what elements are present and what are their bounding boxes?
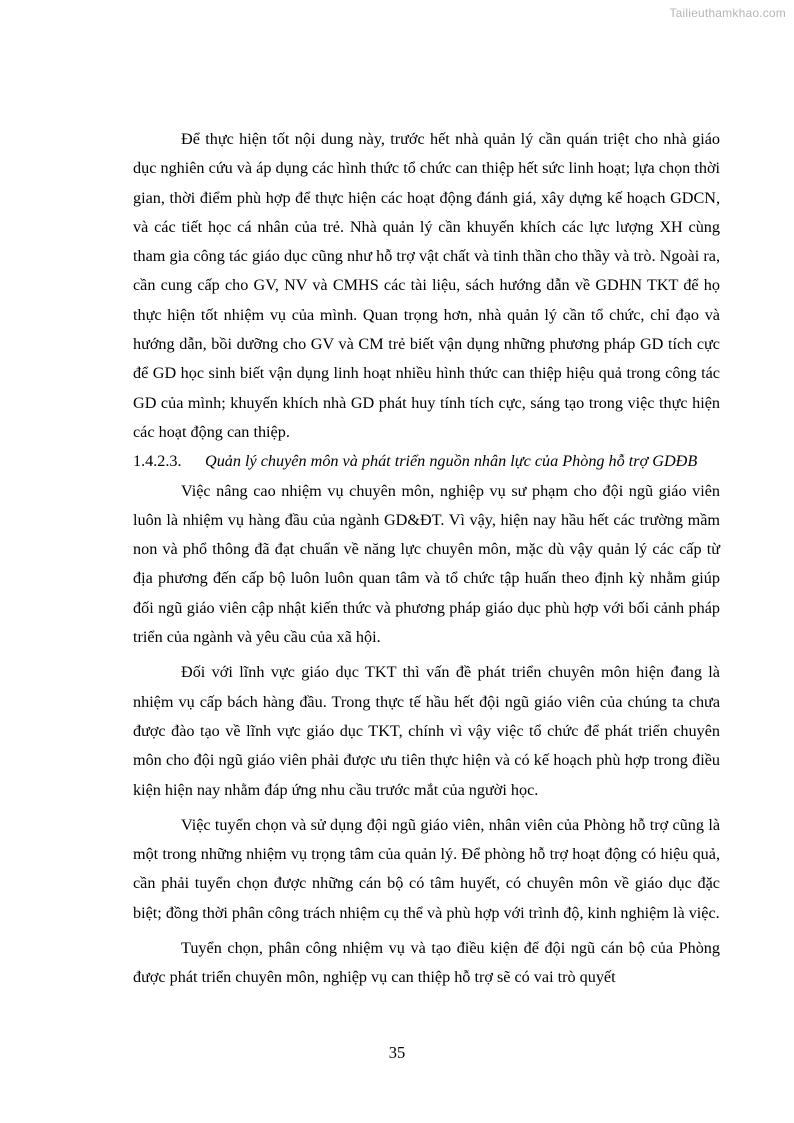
paragraph: Việc nâng cao nhiệm vụ chuyên môn, nghiệp vụ sư phạm cho đội ngũ giáo viên luôn là nhiệm vụ hàng đầu của ngành GD&ĐT. Vì vậy, hiện nay hầu hết các trường mầm non và phổ thông đã đạt chuẩn về năng lực chuyên môn, mặc dù vậy quản lý các cấp từ địa phương đến cấp bộ luôn luôn quan tâm và tổ chức tập huấn theo định kỳ nhằm giúp đối ngũ giáo viên cập nhật kiến thức và phương pháp giáo dục phù hợp với bối cảnh pháp triển của ngành và yêu cầu của xã hội.: [133, 481, 720, 647]
document-body: [133, 125, 720, 993]
paragraph: Tuyển chọn, phân công nhiệm vụ và tạo điều kiện để đội ngũ cán bộ của Phòng được phát triển chuyên môn, nghiệp vụ can thiệp hỗ trợ sẽ có vai trò quyết: [133, 939, 720, 987]
paragraph: Việc tuyển chọn và sử dụng đội ngũ giáo viên, nhân viên của Phòng hỗ trợ cũng là một trong những nhiệm vụ trọng tâm của quản lý. Để phòng hỗ trợ hoạt động có hiệu quả, cần phải tuyển chọn được những cán bộ có tâm huyết, có chuyên môn về giáo dục đặc biệt; đồng thời phân công trách nhiệm cụ thể và phù hợp với trình độ, kinh nghiệm là việc.: [133, 815, 720, 922]
section-heading: [133, 447, 720, 476]
section-number: 1.4.2.3.: [133, 452, 182, 471]
paragraph: Đối với lĩnh vực giáo dục TKT thì vấn đề phát triển chuyên môn hiện đang là nhiệm vụ cấp bách hàng đầu. Trong thực tế hầu hết đội ngũ giáo viên của chúng ta chưa được đào tạo về lĩnh vực giáo dục TKT, chính vì vậy việc tổ chức để phát triển chuyên môn cho đội ngũ giáo viên phải được ưu tiên thực hiện và có kế hoạch phù hợp trong điều kiện hiện nay nhằm đáp ứng nhu cầu trước mắt của người học.: [133, 663, 720, 799]
page-number: 35: [388, 1043, 406, 1062]
section-title: Quản lý chuyên môn và phát triển nguồn nhân lực của Phòng hỗ trợ GDĐB: [205, 452, 698, 471]
watermark: Tailieuthamkhao.com: [669, 6, 786, 20]
paragraph: Để thực hiện tốt nội dung này, trước hết nhà quản lý cần quán triệt cho nhà giáo dục nghiên cứu và áp dụng các hình thức tổ chức can thiệp hết sức linh hoạt; lựa chọn thời gian, thời điểm phù hợp để thực hiện các hoạt động đánh giá, xây dựng kế hoạch GDCN, và các tiết học cá nhân của trẻ. Nhà quản lý cần khuyến khích các lực lượng XH cùng tham gia công tác giáo dục cũng như hỗ trợ vật chất và tinh thần cho thầy và trò. Ngoài ra, cần cung cấp cho GV, NV và CMHS các tài liệu, sách hướng dẫn về GDHN TKT để họ thực hiện tốt nhiệm vụ của mình. Quan trọng hơn, nhà quản lý cần tổ chức, chỉ đạo và hướng dẫn, bồi dưỡng cho GV và CM trẻ biết vận dụng những phương pháp GD tích cực để GD học sinh biết vận dụng linh hoạt nhiều hình thức can thiệp hiệu quả trong công tác GD của mình; khuyến khích nhà GD phát huy tính tích cực, sáng tạo trong việc thực hiện các hoạt động can thiệp.: [133, 130, 720, 441]
